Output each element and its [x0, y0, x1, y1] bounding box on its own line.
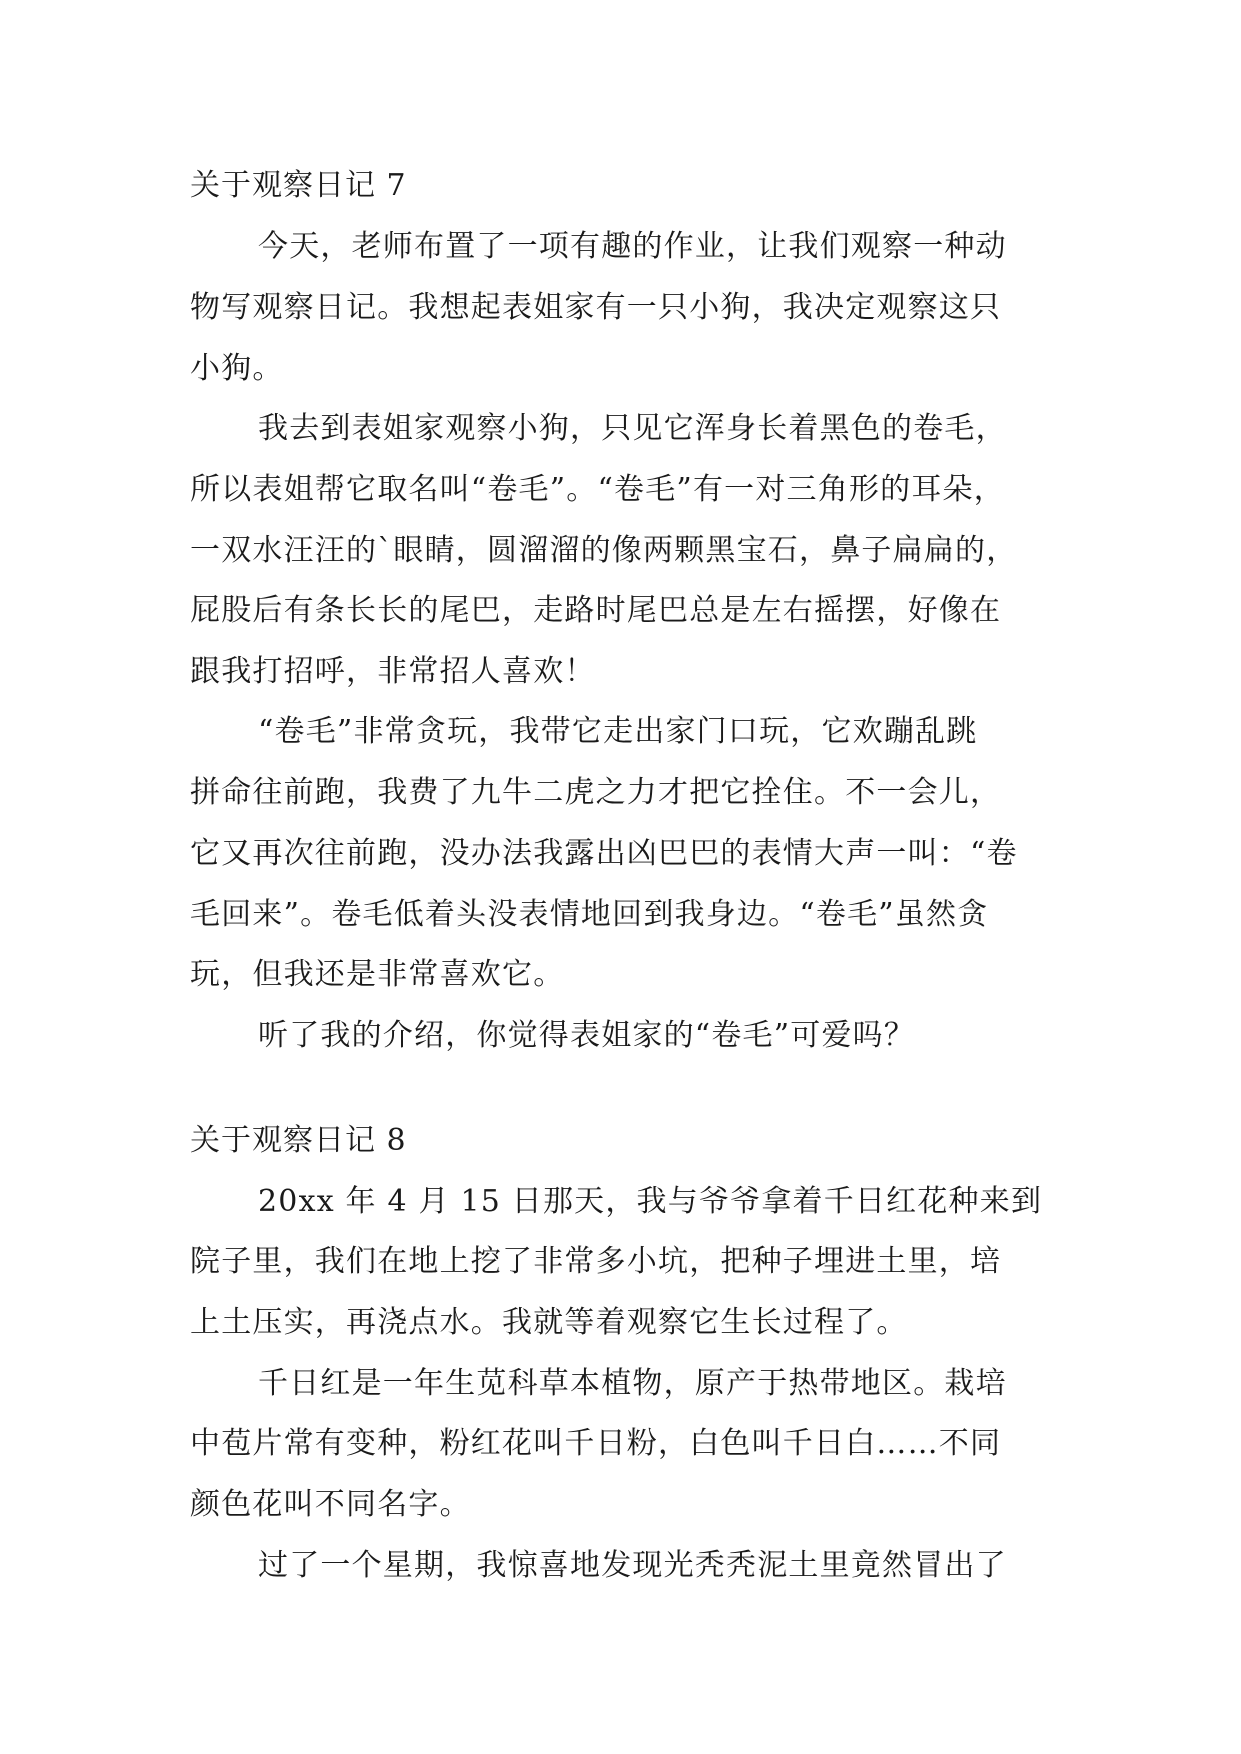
paragraph-line: 我去到表姐家观察小狗，只见它浑身长着黑色的卷毛，	[258, 411, 1007, 446]
paragraph-line: 它又再次往前跑，没办法我露出凶巴巴的表情大声一叫：“卷	[190, 836, 1018, 871]
paragraph-line: 屁股后有条长长的尾巴，走路时尾巴总是左右摇摆，好像在	[190, 593, 1002, 628]
paragraph-line: 千日红是一年生苋科草本植物，原产于热带地区。栽培	[258, 1366, 1007, 1401]
section-title-7: 关于观察日记 7	[190, 168, 407, 203]
paragraph-line: 颜色花叫不同名字。	[190, 1487, 471, 1522]
paragraph-line: 小狗。	[190, 351, 284, 386]
paragraph-line: 中苞片常有变种，粉红花叫千日粉，白色叫千日白……不同	[190, 1426, 1002, 1461]
paragraph-line: 今天，老师布置了一项有趣的作业，让我们观察一种动	[258, 229, 1007, 264]
paragraph-line: 物写观察日记。我想起表姐家有一只小狗，我决定观察这只	[190, 290, 1002, 325]
section-title-8: 关于观察日记 8	[190, 1123, 407, 1158]
paragraph-line: 跟我打招呼，非常招人喜欢！	[190, 654, 596, 689]
paragraph-line: 玩，但我还是非常喜欢它。	[190, 957, 565, 992]
paragraph-line: 过了一个星期，我惊喜地发现光秃秃泥土里竟然冒出了	[258, 1548, 1007, 1583]
paragraph-line: 毛回来”。卷毛低着头没表情地回到我身边。“卷毛”虽然贪	[190, 897, 989, 932]
paragraph-line: 拼命往前跑，我费了九牛二虎之力才把它拴住。不一会儿，	[190, 775, 1002, 810]
paragraph-line: 所以表姐帮它取名叫“卷毛”。“卷毛”有一对三角形的耳朵，	[190, 472, 1005, 507]
paragraph-line: 一双水汪汪的`眼睛，圆溜溜的像两颗黑宝石，鼻子扁扁的，	[190, 533, 1018, 568]
paragraph-line: “卷毛”非常贪玩，我带它走出家门口玩，它欢蹦乱跳	[258, 714, 978, 749]
paragraph-line: 院子里，我们在地上挖了非常多小坑，把种子埋进土里，培	[190, 1244, 1002, 1279]
paragraph-line: 20xx 年 4 月 15 日那天，我与爷爷拿着千日红花种来到	[258, 1184, 1043, 1219]
paragraph-line: 听了我的介绍，你觉得表姐家的“卷毛”可爱吗？	[258, 1018, 916, 1053]
paragraph-line: 上土压实，再浇点水。我就等着观察它生长过程了。	[190, 1305, 908, 1340]
